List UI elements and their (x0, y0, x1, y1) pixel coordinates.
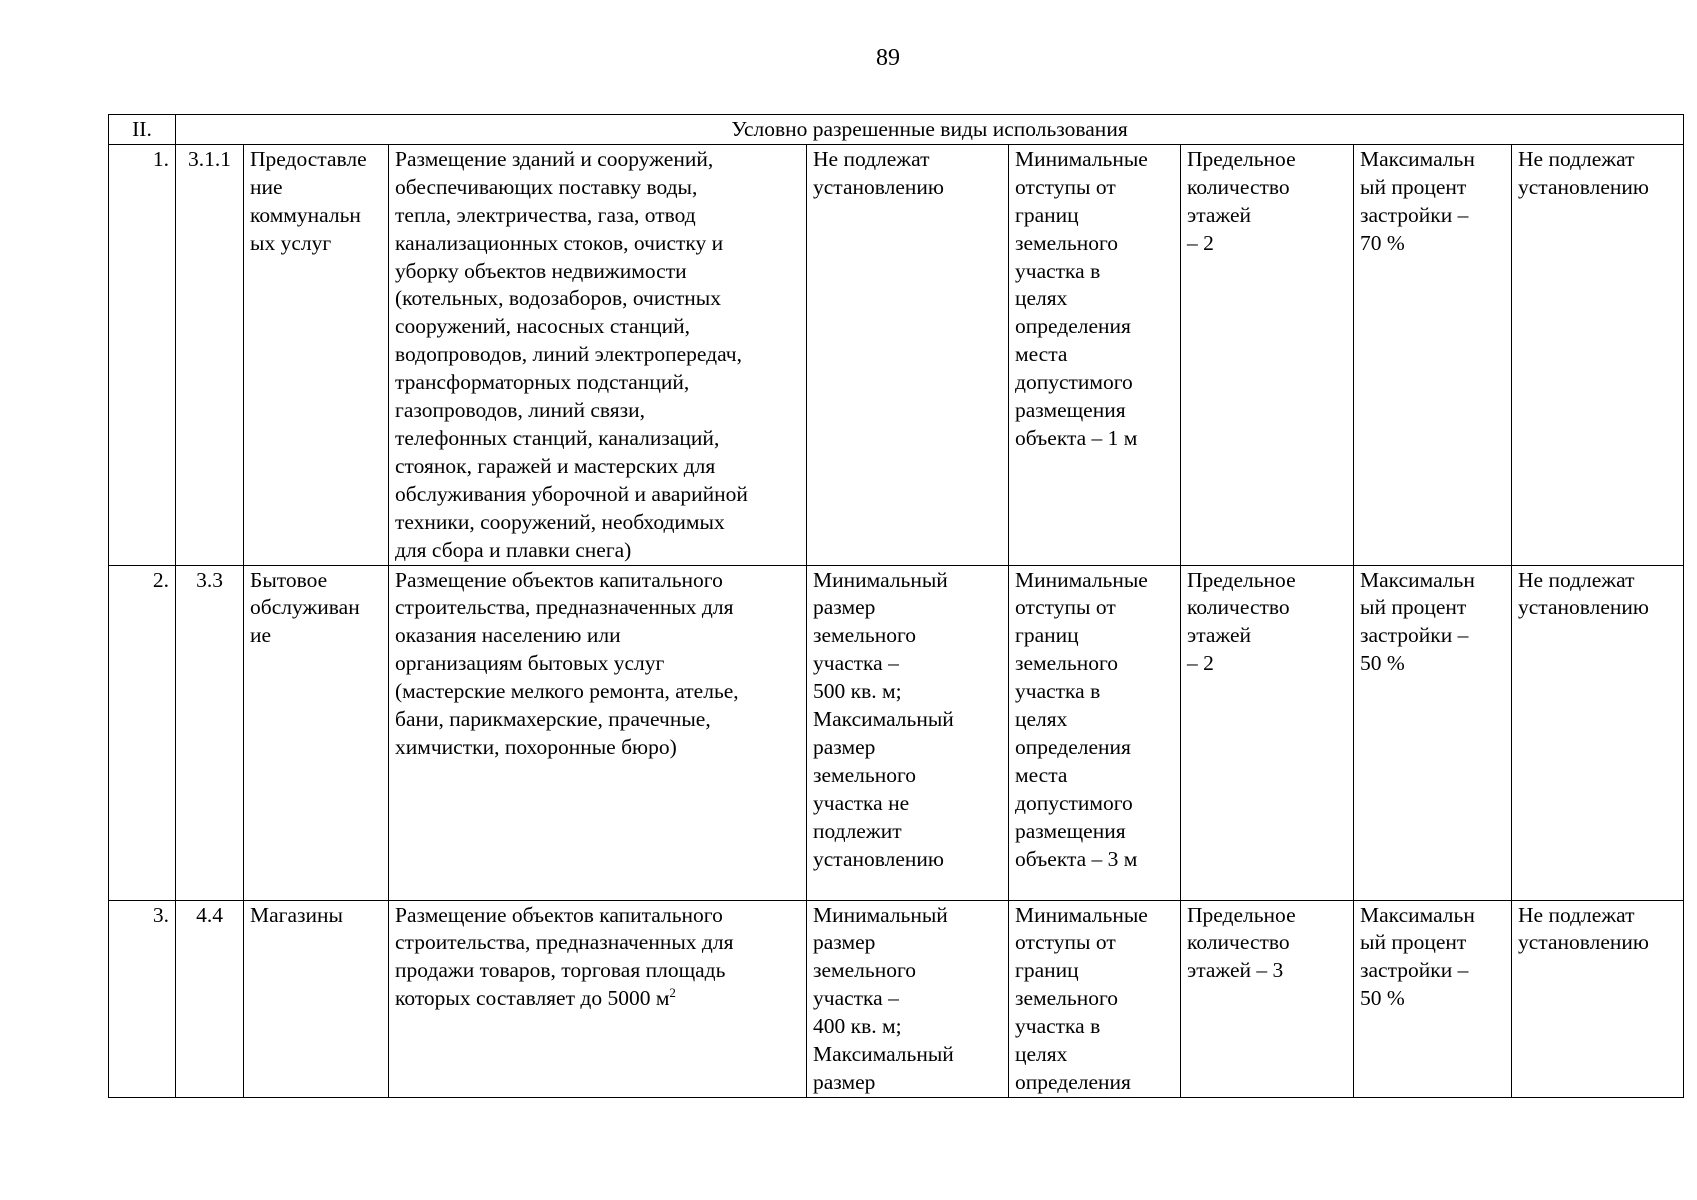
section-number: II. (109, 115, 176, 145)
floor-limits: Предельное количество этажей – 2 (1181, 565, 1354, 900)
other-limits: Не подлежат установлению (1512, 900, 1684, 1097)
table-row (109, 565, 1684, 900)
use-name: Предоставле ние коммунальн ых услуг (244, 144, 389, 565)
use-description-text: Размещение объектов капитального строительства, предназначенных для продажи товаров, торговая площадь которых составляет до 5000 м (395, 902, 734, 1011)
row-number: 2. (109, 565, 176, 900)
floor-limits: Предельное количество этажей – 3 (1181, 900, 1354, 1097)
use-description: Размещение зданий и сооружений, обеспечивающих поставку воды, тепла, электричества, газа, отвод канализационных стоков, очистку и уборку объектов недвижимости (котельных, водозаборов, очистных сооружений, насосных станций, водопроводов, линий электропередач, трансформаторных подстанций, газопроводов, линий связи, телефонных станций, канализаций, стоянок, гаражей и мастерских для обслуживания уборочной и аварийной техники, сооружений, необходимых для сбора и плавки снега) (389, 144, 807, 565)
plot-area-limits: Минимальный размер земельного участка – 500 кв. м; Максимальный размер земельного участка не подлежит установлению (807, 565, 1009, 900)
use-code: 4.4 (176, 900, 244, 1097)
setback-limits: Минимальные отступы от границ земельного участка в целях определения места допустимого размещения объекта – 3 м (1009, 565, 1181, 900)
use-description: Размещение объектов капитального строительства, предназначенных для оказания населению или организациям бытовых услуг (мастерские мелкого ремонта, ателье, бани, парикмахерские, прачечные, химчистки, похоронные бюро) (389, 565, 807, 900)
section-title: Условно разрешенные виды использования (176, 115, 1684, 145)
table-row (109, 144, 1684, 565)
use-name: Бытовое обслуживан ие (244, 565, 389, 900)
land-use-table (108, 114, 1684, 1098)
plot-area-limits: Минимальный размер земельного участка – 400 кв. м; Максимальный размер (807, 900, 1009, 1097)
plot-area-limits: Не подлежат установлению (807, 144, 1009, 565)
page-number: 89 (876, 45, 900, 71)
coverage-limits: Максимальн ый процент застройки – 70 % (1354, 144, 1512, 565)
setback-limits: Минимальные отступы от границ земельного участка в целях определения (1009, 900, 1181, 1097)
superscript: 2 (669, 985, 676, 1001)
use-code: 3.1.1 (176, 144, 244, 565)
use-name: Магазины (244, 900, 389, 1097)
other-limits: Не подлежат установлению (1512, 565, 1684, 900)
section-header-row (109, 115, 1684, 145)
use-description (389, 900, 807, 1097)
row-number: 3. (109, 900, 176, 1097)
use-code: 3.3 (176, 565, 244, 900)
other-limits: Не подлежат установлению (1512, 144, 1684, 565)
coverage-limits: Максимальн ый процент застройки – 50 % (1354, 900, 1512, 1097)
coverage-limits: Максимальн ый процент застройки – 50 % (1354, 565, 1512, 900)
row-number: 1. (109, 144, 176, 565)
table-row (109, 900, 1684, 1097)
floor-limits: Предельное количество этажей – 2 (1181, 144, 1354, 565)
setback-limits: Минимальные отступы от границ земельного участка в целях определения места допустимого размещения объекта – 1 м (1009, 144, 1181, 565)
